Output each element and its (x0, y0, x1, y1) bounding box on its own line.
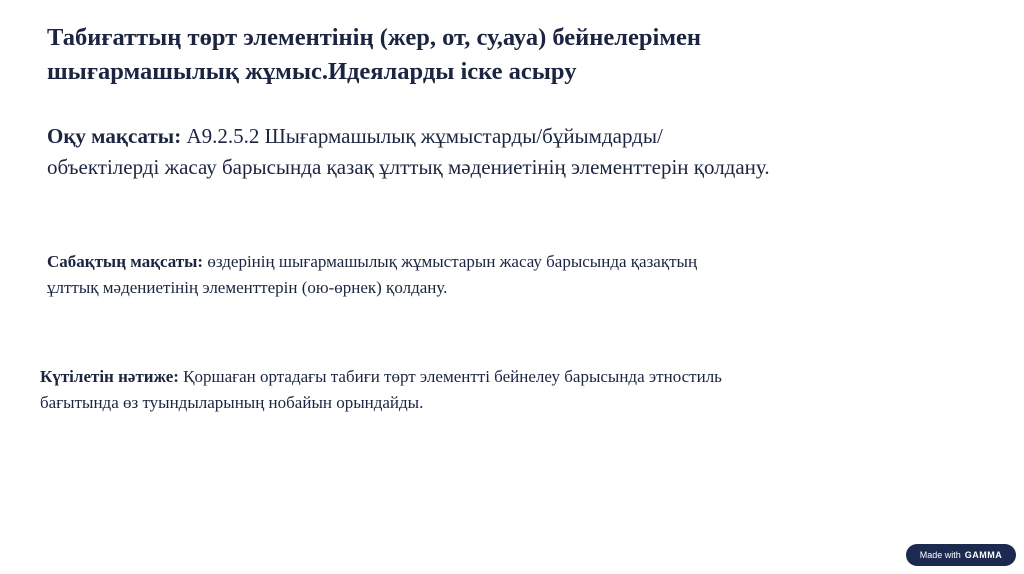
lesson-goal-text-1: өздерінің шығармашылық жұмыстарын жасау барысында қазақтың (203, 252, 698, 271)
learning-goal-text-2: объектілерді жасау барысында қазақ ұлттық мәдениетінің элементтерін қолдану. (47, 155, 770, 179)
expected-result-block (40, 364, 940, 416)
expected-result-text-2: бағытында өз туындыларының нобайын орындайды. (40, 393, 424, 412)
expected-result-label: Күтілетін нәтиже: (40, 367, 179, 386)
learning-goal-label: Оқу мақсаты: (47, 124, 182, 148)
learning-goal-line-1 (47, 121, 967, 152)
lesson-goal-text-2: ұлттық мәдениетінің элементтерін (ою-өрнек) қолдану. (47, 278, 448, 297)
learning-goal-block (47, 121, 967, 183)
lesson-goal-block (47, 249, 947, 301)
lesson-goal-label: Сабақтың мақсаты: (47, 252, 204, 271)
learning-goal-text-1: А9.2.5.2 Шығармашылық жұмыстарды/бұйымдарды/ (181, 124, 663, 148)
expected-result-text-1: Қоршаған ортадағы табиғи төрт элементті бейнелеу барысында этностиль (178, 367, 722, 386)
expected-result-line-1 (40, 364, 940, 390)
slide-title-line-1: Табиғаттың төрт элементінің (жер, от, су,ауа) бейнелерімен (47, 24, 702, 51)
made-with-label: Made with (919, 550, 961, 560)
lesson-goal-line-1 (47, 249, 947, 275)
slide-title (47, 21, 947, 89)
gamma-logo: GAMMA (964, 550, 1003, 560)
slide-title-line-2: шығармашылық жұмыс.Идеяларды іске асыру (47, 58, 577, 85)
made-with-gamma-badge[interactable] (906, 544, 1016, 566)
